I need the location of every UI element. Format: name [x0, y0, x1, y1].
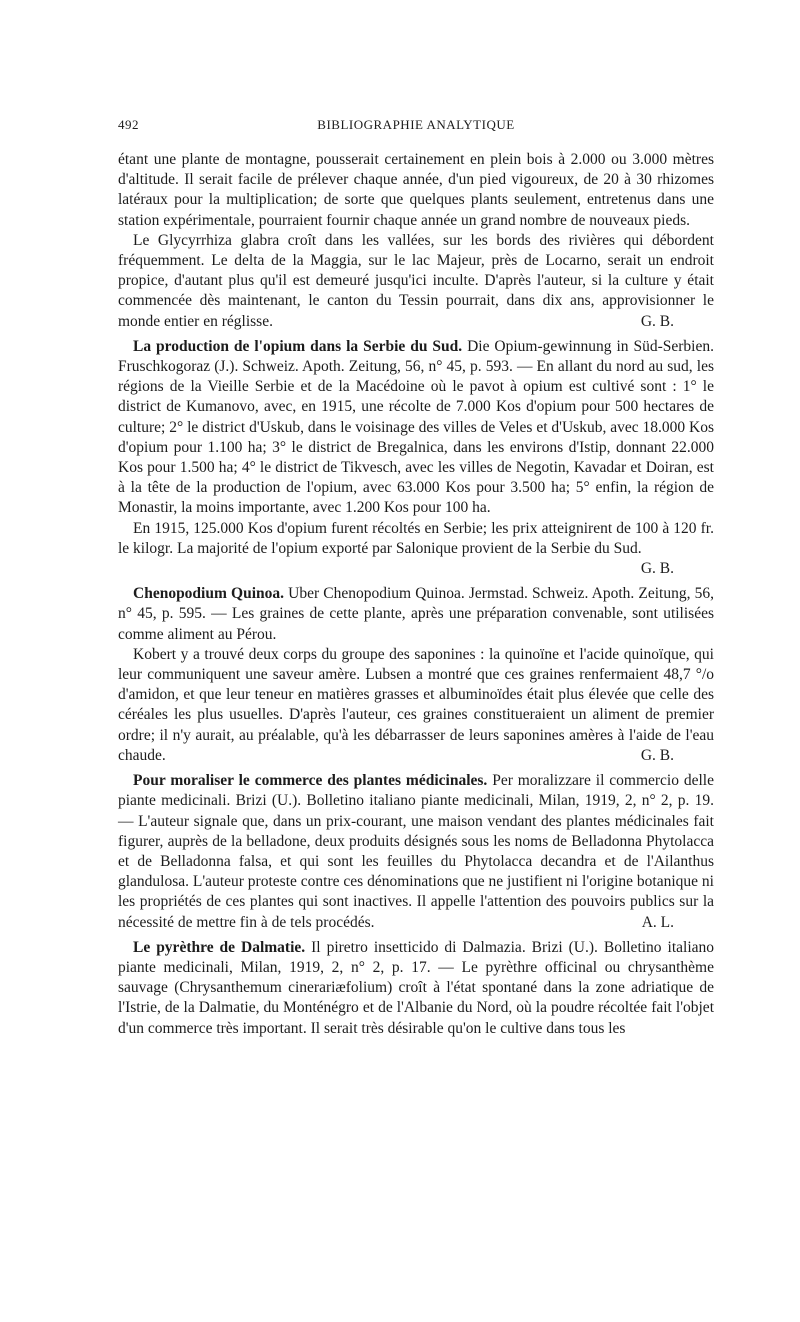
entry-title: Le pyrèthre de Dalmatie.	[133, 938, 306, 956]
paragraph-opium-prix	[118, 519, 714, 578]
entry-text: Per moralizzare il commercio delle piante medicinali. Brizi (U.). Bolletino italiano piante medicinali, Milan, 1919, 2, n° 2, p. 19. — L'auteur signale que, dans un prix-courant, une maison vendant des plantes médicinales fait figurer, auprès de la belladone, deux produits désignés sous les noms de Belladonna Phytolacca et de Belladonna falsa, et qui sont les feuilles du Phytolacca decandra et de l'Ailanthus glandulosa. L'auteur proteste contre ces dénominations que ne justifient ni l'origine botanique ni les propriétés de ces plantes qui sont inactives. Il appelle l'attention des pouvoirs publics sur la nécessité de mettre fin à de tels procédés.	[118, 772, 714, 931]
author-signature: G. B.	[640, 560, 674, 578]
running-title: BIBLIOGRAPHIE ANALYTIQUE	[317, 117, 515, 132]
paragraph-continuation	[118, 150, 714, 231]
author-signature: A. L.	[641, 913, 674, 931]
paragraph-text: Kobert y a trouvé deux corps du groupe des saponines : la quinoïne et l'acide quinoïque, qui leur communiquent une saveur amère. Lubsen a montré que ces graines renfermaient 48,7 °/o d'amidon, et que leur teneur en matières grasses et albuminoïdes était plus élevée que celle des céréales les plus usuelles. D'après l'auteur, ces graines constitueraient un aliment de premier ordre; il n'y aurait, au préalable, qu'à les débarrasser de leurs saponines amères à l'aide de l'eau chaude.	[118, 645, 714, 764]
paragraph-text: En 1915, 125.000 Kos d'opium furent récoltés en Serbie; les prix atteignirent de 100 à 120 fr. le kilogr. La majorité de l'opium exporté par Salonique provient de la Serbie du Sud.	[118, 519, 714, 557]
author-signature: G. B.	[640, 312, 674, 330]
entry-moraliser	[118, 771, 714, 933]
entry-text: Die Opium-gewinnung in Süd-Serbien. Fruschkogoraz (J.). Schweiz. Apoth. Zeitung, 56, n° 45, p. 593. — En allant du nord au sud, les régions de la Vieille Serbie et de la Macédoine où le pavot à opium est cultivé sont : 1° le district de Kumanovo, avec, en 1915, une récolte de 7.000 Kos d'opium pour 500 hectares de culture; 2° le district d'Uskub, dans le voisinage des villes de Veles et d'Uskub, avec 18.000 Kos d'opium pour 1.100 ha; 3° le district de Bregalnica, dans les environs d'Istip, donnant 22.000 Kos pour 1.500 ha; 4° le district de Tikvesch, avec les villes de Negotin, Kavadar et Doiran, est à la tête de la production de l'opium, avec 63.000 Kos pour 3.500 ha; 5° enfin, la région de Monastir, la moins importante, avec 1.200 Kos pour 100 ha.	[118, 337, 714, 517]
entry-chenopodium	[118, 584, 714, 645]
entry-pyrethre	[118, 938, 714, 1039]
entry-title: Pour moraliser le commerce des plantes médicinales.	[133, 772, 488, 790]
paragraph-saponines	[118, 645, 714, 766]
entry-text: Il piretro insetticido di Dalmazia. Brizi (U.). Bolletino italiano piante medicinali, Milan, 1919, 2, n° 2, p. 17. — Le pyrèthre officinal ou chrysanthème sauvage (Chrysanthemum cinerariæfolium) croît à l'état spontané dans la zone adriatique de l'Istrie, de la Dalmatie, du Monténégro et de l'Albanie du Nord, où la poudre récoltée fait l'objet d'un commerce très important. Il serait très désirable qu'on le cultive dans tous les	[118, 938, 715, 1037]
entry-title: La production de l'opium dans la Serbie du Sud.	[133, 337, 463, 355]
entry-opium-serbie	[118, 337, 714, 519]
paragraph-glycyrrhiza	[118, 231, 714, 332]
entry-text: Uber Chenopodium Quinoa. Jermstad. Schweiz. Apoth. Zeitung, 56, n° 45, p. 595. — Les graines de cette plante, après une préparation convenable, sont utilisées comme aliment au Pérou.	[118, 585, 714, 643]
entry-title: Chenopodium Quinoa.	[133, 585, 285, 603]
page-body	[118, 150, 714, 1039]
paragraph-text: Le Glycyrrhiza glabra croît dans les vallées, sur les bords des rivières qui débordent fréquemment. Le delta de la Maggia, sur le lac Majeur, près de Locarno, serait un endroit propice, d'autant plus qu'il est demeuré jusqu'ici inculte. D'après l'auteur, si la culture y était commencée dès maintenant, le canton du Tessin pourrait, dans dix ans, approvisionner le monde entier en réglisse.	[118, 231, 714, 330]
author-signature: G. B.	[640, 746, 674, 764]
paragraph-text: étant une plante de montagne, pousserait certainement en plein bois à 2.000 ou 3.000 mètres d'altitude. Il serait facile de prélever chaque année, d'un pied vigoureux, de 20 à 30 rhizomes latéraux pour la multiplication; de sorte que quelques plants seulement, entretenus dans une station expérimentale, pourraient fournir chaque année un grand nombre de nouveaux pieds.	[118, 151, 714, 229]
page-number: 492	[118, 117, 139, 132]
